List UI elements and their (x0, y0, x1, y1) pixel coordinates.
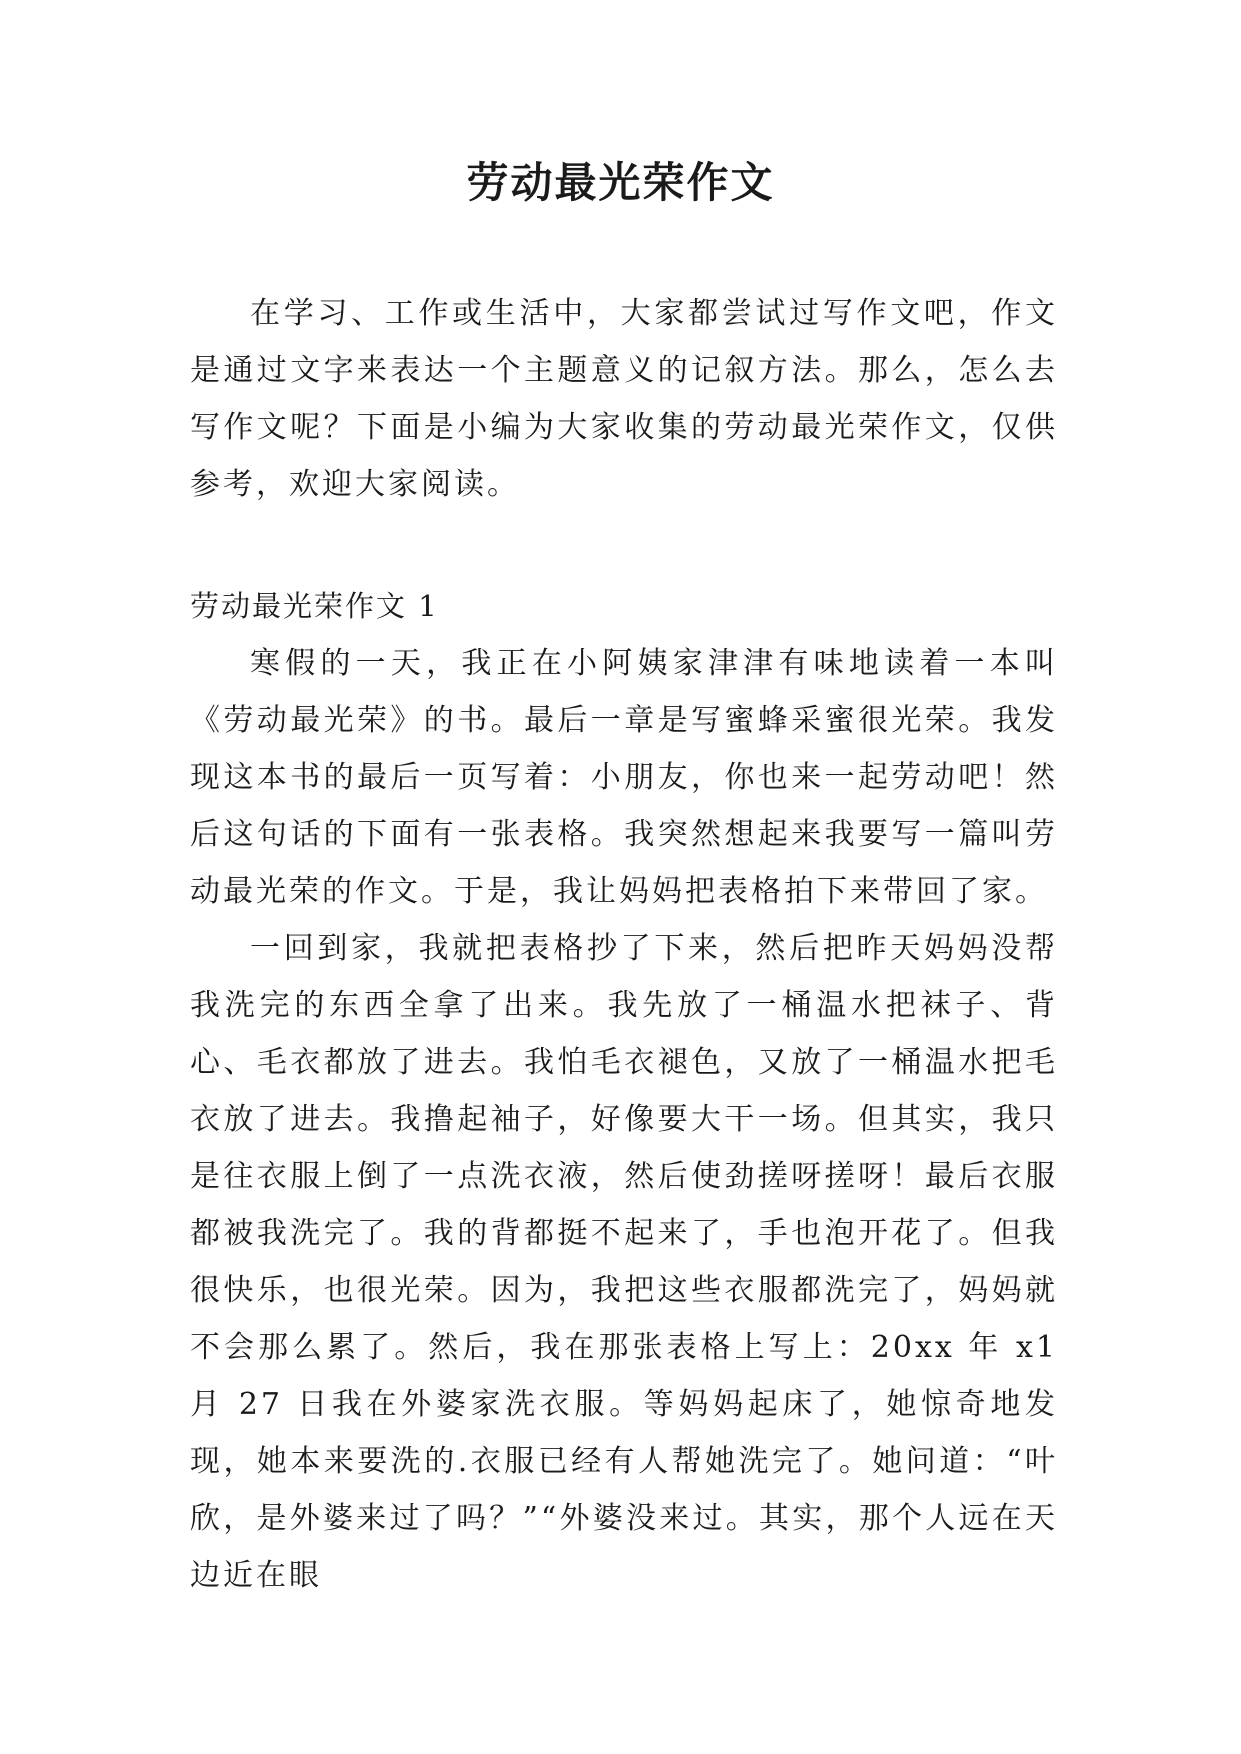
body-paragraph-1: 寒假的一天，我正在小阿姨家津津有味地读着一本叫《劳动最光荣》的书。最后一章是写蜜蜂采蜜很光荣。我发现这本书的最后一页写着：小朋友，你也来一起劳动吧！然后这句话的下面有一张表格。我突然想起来我要写一篇叫劳动最光荣的作文。于是，我让妈妈把表格拍下来带回了家。 (190, 646, 1058, 909)
section-heading: 劳动最光荣作文 1 (190, 589, 439, 623)
intro-section (190, 285, 1058, 513)
article-section (190, 578, 1058, 1604)
intro-paragraph: 在学习、工作或生活中，大家都尝试过写作文吧，作文是通过文字来表达一个主题意义的记叙方法。那么，怎么去写作文呢？下面是小编为大家收集的劳动最光荣作文，仅供参考，欢迎大家阅读。 (190, 296, 1058, 502)
document-title: 劳动最光荣作文 (466, 158, 775, 207)
body-paragraph-2: 一回到家，我就把表格抄了下来，然后把昨天妈妈没帮我洗完的东西全拿了出来。我先放了一桶温水把袜子、背心、毛衣都放了进去。我怕毛衣褪色，又放了一桶温水把毛衣放了进去。我撸起袖子，好像要大干一场。但其实，我只是往衣服上倒了一点洗衣液，然后使劲搓呀搓呀！最后衣服都被我洗完了。我的背都挺不起来了，手也泡开花了。但我很快乐，也很光荣。因为，我把这些衣服都洗完了，妈妈就不会那么累了。然后，我在那张表格上写上：20xx 年 x1 月 27 日我在外婆家洗衣服。等妈妈起床了，她惊奇地发现，她本来要洗的.衣服已经有人帮她洗完了。她问道：“叶欣，是外婆来过了吗？”“外婆没来过。其实，那个人远在天边近在眼 (190, 931, 1058, 1593)
